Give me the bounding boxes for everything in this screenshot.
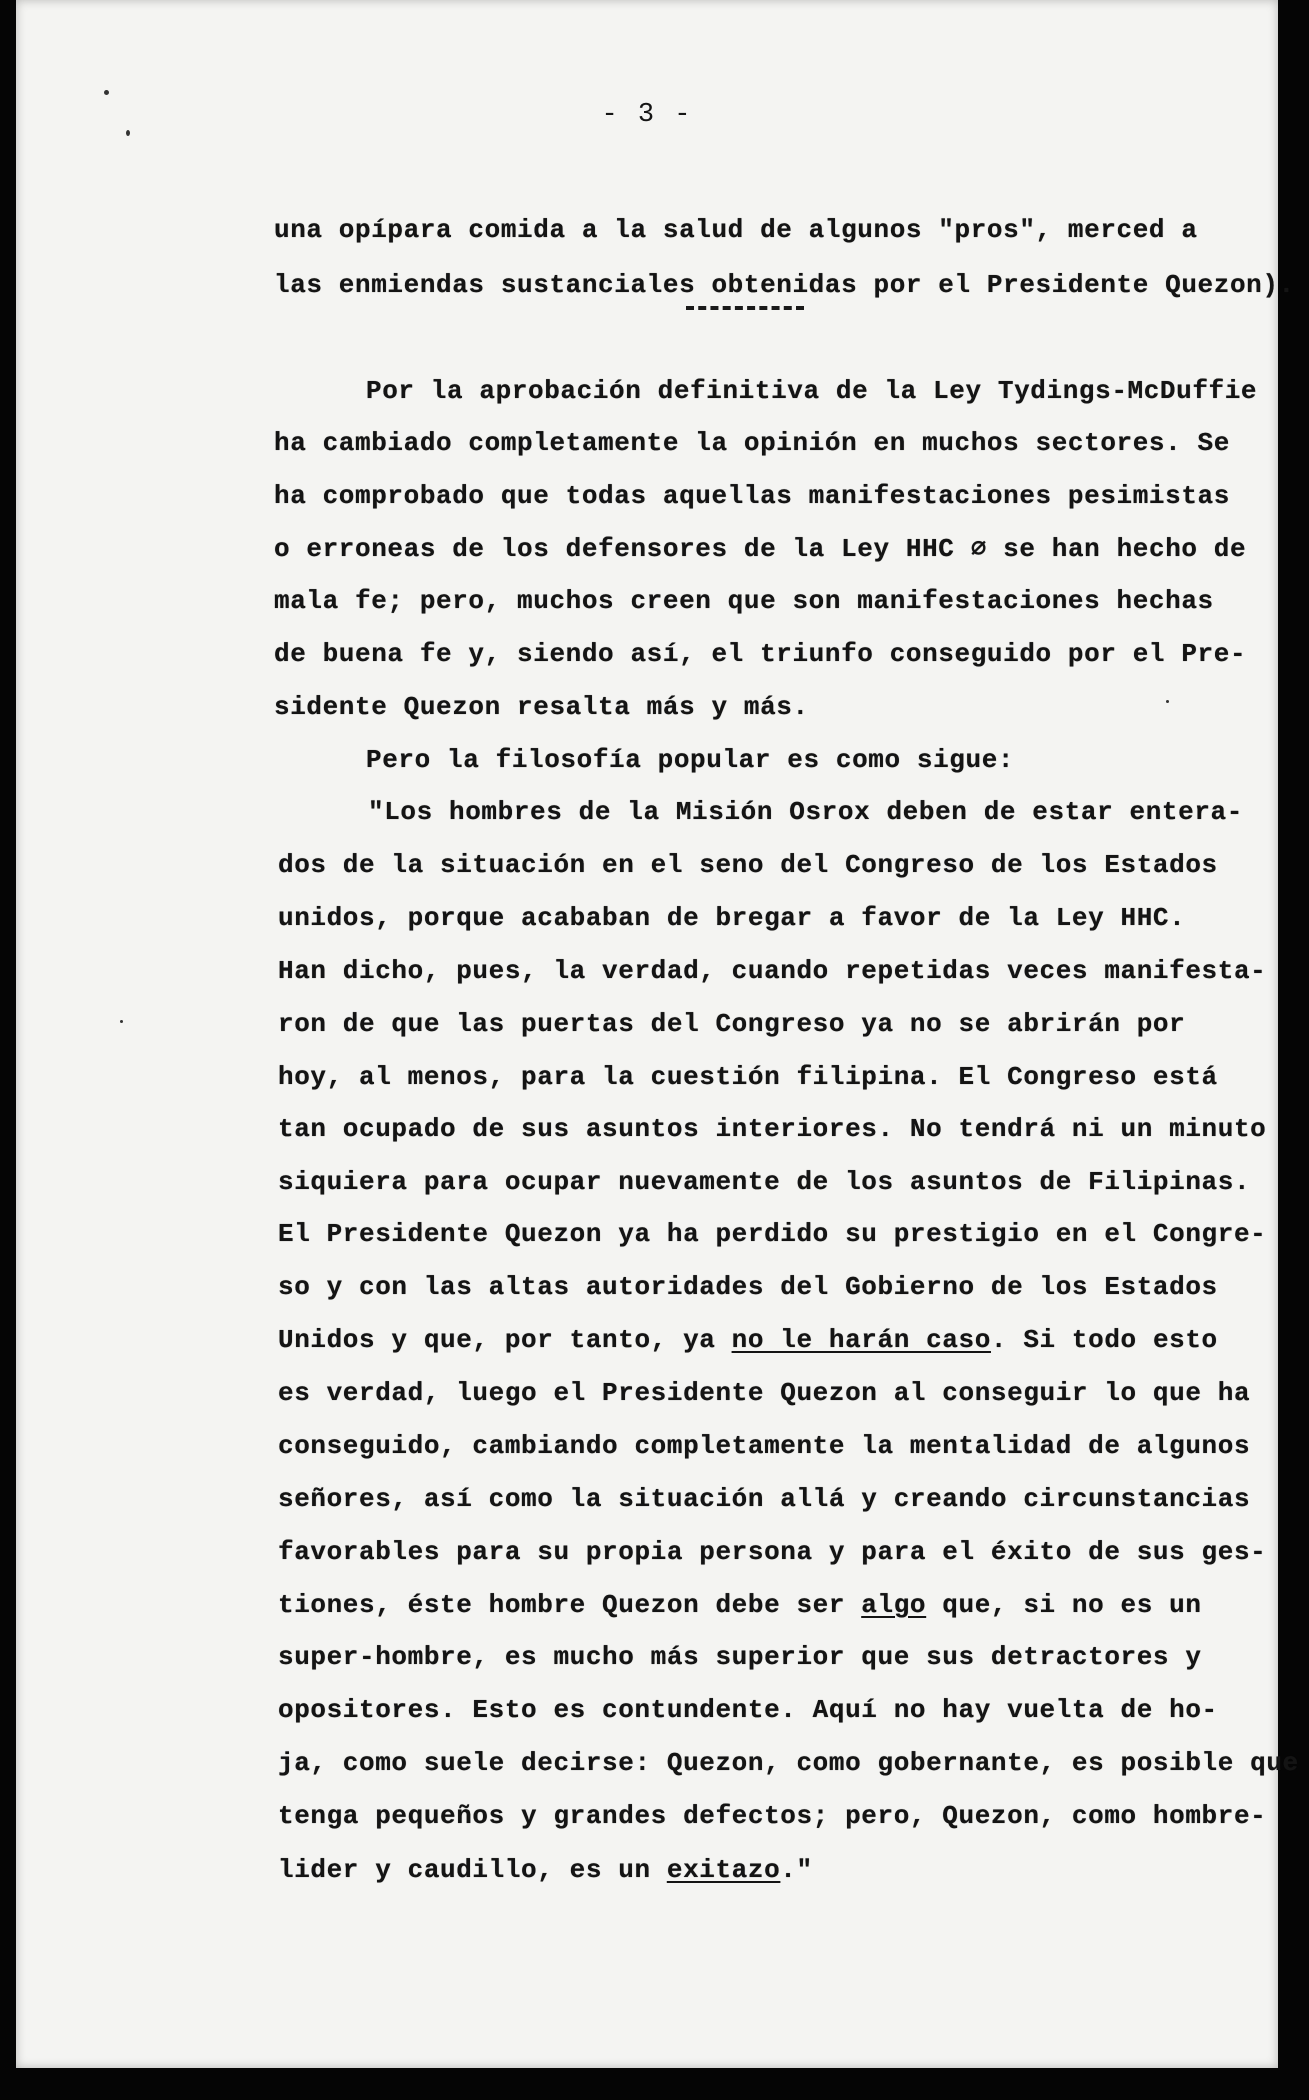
- text-line: [278, 1801, 1266, 1831]
- text-line: [274, 481, 1230, 511]
- text-segment: lider y caudillo, es un: [278, 1855, 667, 1885]
- text-segment: conseguido, cambiando completamente la mentalidad de algunos: [278, 1431, 1251, 1461]
- scan-speck: [104, 90, 109, 95]
- text-line: [278, 1272, 1218, 1302]
- underlined-text: exitazo: [666, 1855, 781, 1885]
- text-line: [278, 1748, 1299, 1778]
- text-segment: Por la aprobación definitiva de la Ley Tydings-McDuffie: [366, 376, 1258, 406]
- text-segment: . Si todo esto: [990, 1325, 1218, 1355]
- text-segment: Han dicho, pues, la verdad, cuando repetidas veces manifesta-: [278, 956, 1267, 986]
- text-segment: tiones, éste hombre Quezon debe ser: [278, 1590, 862, 1620]
- text-line: [274, 692, 809, 722]
- text-segment: dos de la situación en el seno del Congreso de los Estados: [278, 850, 1218, 880]
- text-line: [278, 1642, 1202, 1672]
- text-line: [278, 1325, 1218, 1355]
- text-segment: ha cambiado completamente la opinión en muchos sectores. Se: [274, 428, 1230, 458]
- text-segment: ha comprobado que todas aquellas manifestaciones pesimistas: [274, 481, 1230, 511]
- text-segment: Unidos y que, por tanto, ya: [278, 1325, 732, 1355]
- text-segment: es verdad, luego el Presidente Quezon al conseguir lo que ha: [278, 1378, 1251, 1408]
- text-line: [278, 903, 1185, 933]
- text-segment: hoy, al menos, para la cuestión filipina. El Congreso está: [278, 1062, 1218, 1092]
- underlined-text: no le harán caso: [731, 1325, 991, 1355]
- text-line: [274, 639, 1246, 669]
- text-segment: tan ocupado de sus asuntos interiores. No tendrá ni un minuto: [278, 1114, 1267, 1144]
- text-line: [278, 1167, 1250, 1197]
- text-segment: ron de que las puertas del Congreso ya no se abrirán por: [278, 1009, 1186, 1039]
- text-segment: mala fe; pero, muchos creen que son manifestaciones hechas: [274, 586, 1214, 616]
- text-line: [278, 1219, 1266, 1249]
- scan-speck: [1166, 700, 1169, 703]
- text-segment: sidente Quezon resalta más y más.: [274, 692, 809, 722]
- page-number: - 3 -: [601, 100, 693, 130]
- text-line: [278, 1378, 1250, 1408]
- text-segment: unidos, porque acababan de bregar a favor de la Ley HHC.: [278, 903, 1186, 933]
- text-segment: favorables para su propia persona y para el éxito de sus ges-: [278, 1537, 1267, 1567]
- text-line: [278, 1009, 1185, 1039]
- text-line: [366, 376, 1257, 406]
- text-segment: El Presidente Quezon ya ha perdido su prestigio en el Congre-: [278, 1219, 1267, 1249]
- text-segment: Pero la filosofía popular es como sigue:: [366, 745, 1015, 775]
- text-line: [278, 1062, 1218, 1092]
- text-line: [278, 1431, 1250, 1461]
- text-segment: .": [780, 1855, 813, 1885]
- text-line: [274, 533, 1246, 564]
- text-segment: tenga pequeños y grandes defectos; pero, Quezon, como hombre-: [278, 1801, 1267, 1831]
- text-segment: ja, como suele decirse: Quezon, como gobernante, es posible que: [278, 1748, 1299, 1778]
- text-line: [278, 1114, 1266, 1144]
- scan-speck: [126, 130, 130, 136]
- text-line: [274, 270, 1295, 300]
- text-line: [274, 215, 1198, 245]
- text-line: [278, 1537, 1266, 1567]
- text-line: [368, 797, 1243, 827]
- text-segment: o erroneas de los defensores de la Ley HHC ∅ se han hecho de: [274, 534, 1247, 564]
- text-line: [366, 745, 1014, 775]
- text-line: [278, 1590, 1202, 1620]
- text-segment: "Los hombres de la Misión Osrox deben de estar entera-: [368, 797, 1243, 827]
- text-segment: super-hombre, es mucho más superior que sus detractores y: [278, 1642, 1202, 1672]
- section-separator: [686, 306, 804, 310]
- text-line: [274, 428, 1230, 458]
- text-segment: siquiera para ocupar nuevamente de los asuntos de Filipinas.: [278, 1167, 1251, 1197]
- text-segment: las enmiendas sustanciales obtenidas por el Presidente Quezon).: [274, 270, 1295, 300]
- text-segment: una opípara comida a la salud de algunos "pros", merced a: [274, 215, 1198, 245]
- text-line: [274, 586, 1214, 616]
- text-line: [278, 1484, 1250, 1514]
- text-segment: de buena fe y, siendo así, el triunfo conseguido por el Pre-: [274, 639, 1247, 669]
- text-segment: opositores. Esto es contundente. Aquí no hay vuelta de ho-: [278, 1695, 1218, 1725]
- text-line: [278, 1855, 813, 1885]
- text-line: [278, 956, 1266, 986]
- underlined-text: algo: [861, 1590, 927, 1620]
- document-page: [16, 0, 1299, 2068]
- text-segment: que, si no es un: [926, 1590, 1202, 1620]
- text-segment: señores, así como la situación allá y creando circunstancias: [278, 1484, 1251, 1514]
- scan-speck: [120, 1020, 123, 1023]
- text-segment: so y con las altas autoridades del Gobierno de los Estados: [278, 1272, 1218, 1302]
- text-line: [278, 850, 1218, 880]
- text-line: [278, 1695, 1218, 1725]
